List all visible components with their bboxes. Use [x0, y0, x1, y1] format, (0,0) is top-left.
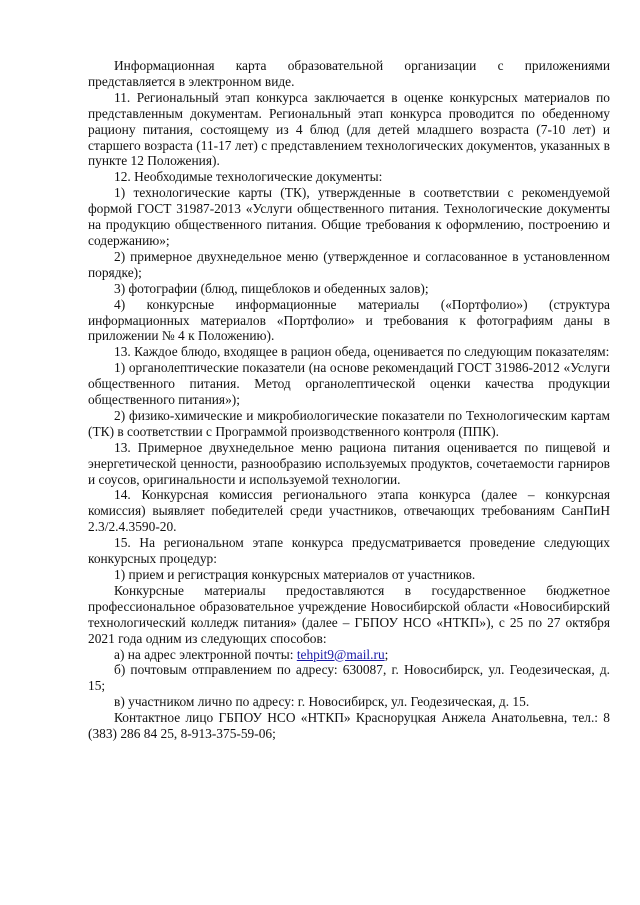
paragraph-info-card: Информационная карта образовательной организации с приложениями представляется в электронном виде.	[88, 58, 610, 89]
paragraph-item-15-1: 1) прием и регистрация конкурсных материалов от участников.	[114, 567, 476, 582]
paragraph-email-option	[88, 647, 610, 663]
paragraph-item-12-4: 4) конкурсные информационные материалы («Портфолио») (структура информационных материалов «Портфолио» и требования к фотографиям даны в приложении № 4 к Положению).	[88, 296, 610, 344]
paragraph-item-13-2: 2) физико-химические и микробиологические показатели по Технологическим картам (ТК) в соответствии с Программой производственного контроля (ППК).	[88, 407, 610, 439]
paragraph-post-option: б) почтовым отправлением по адресу: 630087, г. Новосибирск, ул. Геодезическая, д. 15;	[88, 662, 610, 694]
paragraph-item-13: 13. Каждое блюдо, входящее в рацион обеда, оценивается по следующим показателям:	[114, 344, 610, 360]
paragraph-item-11: 11. Региональный этап конкурса заключается в оценке конкурсных материалов по представленным документам. Региональный этап конкурса проводится по обеденному рациону питания, состоящему из 4 блюд (для детей младшего возраста (7-10 лет) и старшего возраста (11-17 лет) с представлением технологических документов, указанных в пункте 12 Положения).	[88, 89, 610, 169]
paragraph-item-15: 15. На региональном этапе конкурса предусматривается проведение следующих конкурсных процедур:	[88, 535, 610, 567]
paragraph-in-person-option: в) участником лично по адресу: г. Новосибирск, ул. Геодезическая, д. 15.	[114, 694, 530, 710]
email-option-suffix: ;	[384, 646, 389, 662]
paragraph-item-12-2: 2) примерное двухнедельное меню (утвержденное и согласованное в установленном порядке);	[88, 248, 610, 280]
email-link[interactable]: tehpit9@mail.ru	[296, 646, 385, 662]
paragraph-item-12-3: 3) фотографии (блюд, пищеблоков и обеденных залов);	[114, 280, 429, 296]
paragraph-item-13-menu: 13. Примерное двухнедельное меню рациона питания оценивается по пищевой и энергетической ценности, разнообразию используемых продуктов, сочетаемости гарниров и соусов, оригинальности и используемой технологии.	[88, 439, 610, 487]
email-option-prefix: а) на адрес электронной почты:	[114, 646, 297, 662]
paragraph-item-12: 12. Необходимые технологические документы:	[114, 169, 383, 185]
paragraph-submission: Конкурсные материалы предоставляются в государственное бюджетное профессиональное образовательное учреждение Новосибирской области «Новосибирский технологический колледж питания» (далее – ГБПОУ НСО «НТКП»), с 25 по 27 октября 2021 года одним из следующих способов:	[88, 582, 610, 646]
paragraph-item-14: 14. Конкурсная комиссия регионального этапа конкурса (далее – конкурсная комиссия) выявляет победителей среди участников, отвечающих требованиям СанПиН 2.3/2.4.3590-20.	[88, 487, 610, 535]
paragraph-item-12-1: 1) технологические карты (ТК), утвержденные в соответствии с рекомендуемой формой ГОСТ 31987-2013 «Услуги общественного питания. Технологические документы на продукцию общественного питания. Общие требования к оформлению, построению и содержанию»;	[88, 185, 610, 248]
paragraph-contact: Контактное лицо ГБПОУ НСО «НТКП» Красноруцкая Анжела Анатольевна, тел.: 8 (383) 286 84 25, 8-913-375-59-06;	[88, 710, 610, 742]
document-page	[88, 58, 610, 742]
paragraph-item-13-1: 1) органолептические показатели (на основе рекомендаций ГОСТ 31986-2012 «Услуги общественного питания. Метод органолептической оценки качества продукции общественного питания»);	[88, 360, 610, 408]
